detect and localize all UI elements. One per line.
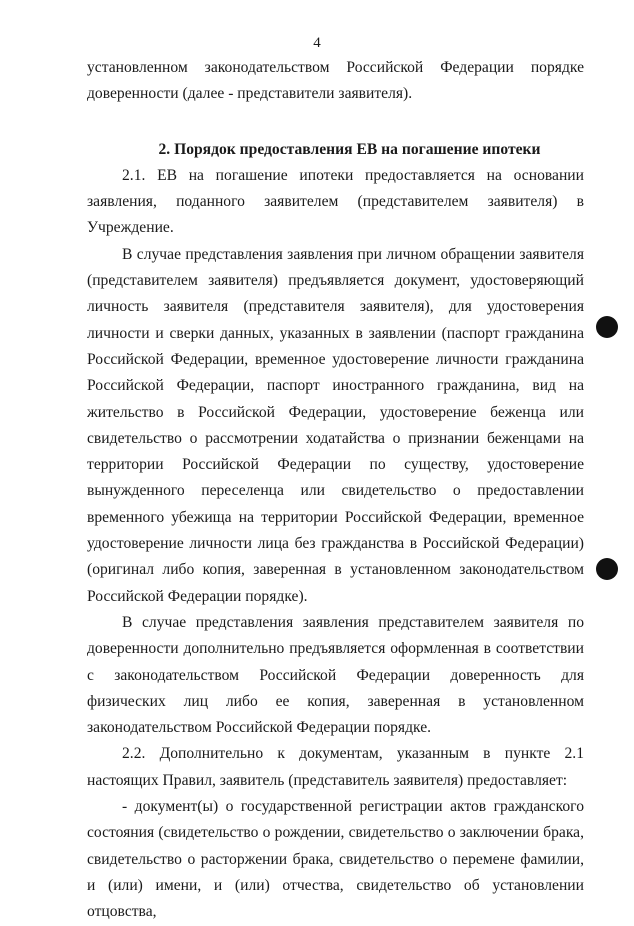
paragraph-2-2: 2.2. Дополнительно к документам, указанным в пункте 2.1 настоящих Правил, заявитель (представитель заявителя) предоставляет: (87, 745, 584, 789)
paragraph-2-1: 2.1. ЕВ на погашение ипотеки предоставляется на основании заявления, поданного заявителем (представителем заявителя) в Учреждение. (87, 166, 584, 237)
paragraph-continuation: установленном законодательством Российской Федерации порядке доверенности (далее - представители заявителя). (87, 59, 584, 103)
document-body (87, 55, 584, 926)
list-item-civil-status-documents: - документ(ы) о государственной регистрации актов гражданского состояния (свидетельство о рождении, свидетельство о заключении брака, свидетельство о расторжении брака, свидетельство о перемене фамилии, и (или) имени, и (или) отчества, свидетельство об установлении отцовства, (87, 798, 584, 921)
punch-hole-mark (596, 558, 618, 580)
paragraph-personal-appeal: В случае представления заявления при личном обращении заявителя (представителем заявителя) предъявляется документ, удостоверяющий личность заявителя (представителя заявителя), для удостоверения личности и сверки данных, указанных в заявлении (паспорт гражданина Российской Федерации, временное удостоверение личности гражданина Российской Федерации, паспорт иностранного гражданина, вид на жительство в Российской Федерации, удостоверение беженца или свидетельство о рассмотрении ходатайства о признании беженцами на территории Российской Федерации по существу, удостоверение вынужденного переселенца или свидетельство о предоставлении временного убежища на территории Российской Федерации, временное удостоверение личности лица без гражданства в Российской Федерации) (оригинал либо копия, заверенная в установленном законодательством Российской Федерации порядке). (87, 245, 584, 605)
punch-hole-mark (596, 316, 618, 338)
page-number: 4 (313, 35, 321, 51)
paragraph-representative: В случае представления заявления представителем заявителя по доверенности дополнительно предъявляется оформленная в соответствии с законодательством Российской Федерации доверенность для физических лиц либо ее копия, заверенная в установленном законодательством Российской Федерации порядке. (87, 613, 584, 737)
section-heading: 2. Порядок предоставления ЕВ на погашение ипотеки (158, 140, 541, 158)
